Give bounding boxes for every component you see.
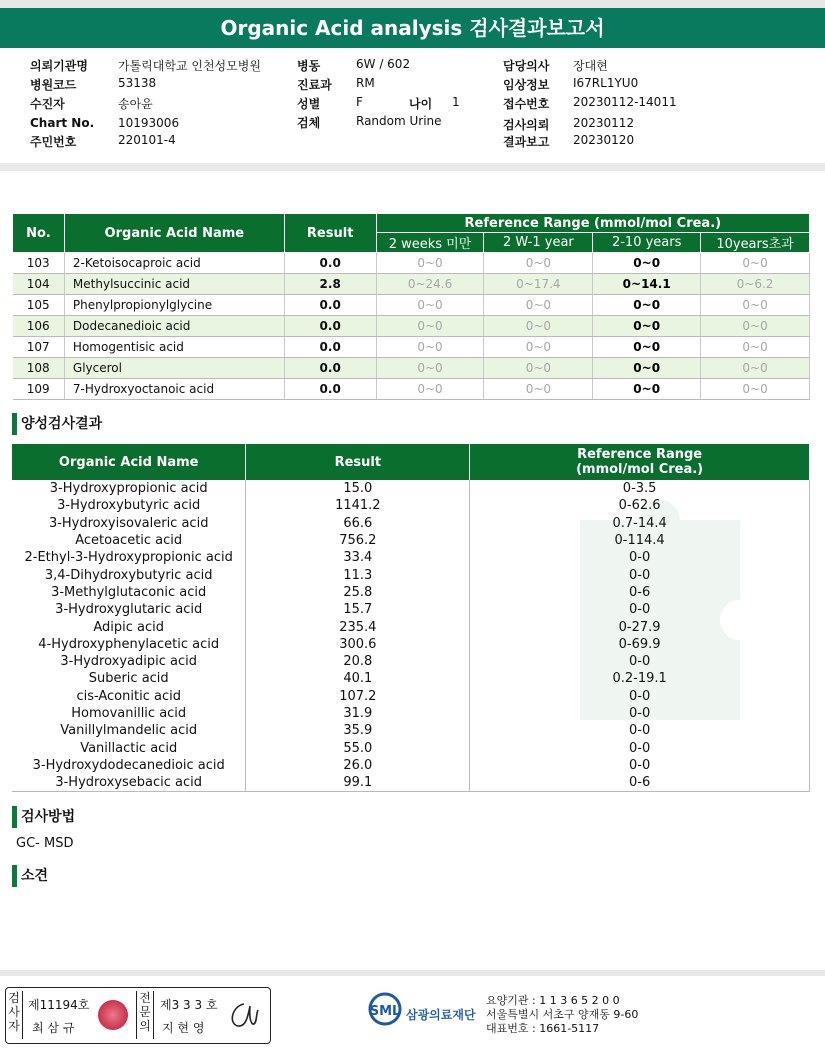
info-value: 20230112-14011 — [573, 95, 677, 109]
table-row — [12, 653, 810, 670]
info-label: 임상정보 — [503, 78, 550, 92]
seal-stamp — [98, 1000, 128, 1030]
specialist-label: 전 문 의 — [136, 991, 154, 1039]
table-row — [12, 584, 810, 601]
info-value: 220101-4 — [118, 133, 176, 147]
reference-range: 0~0 — [701, 358, 810, 379]
header-name: Organic Acid Name — [12, 444, 246, 480]
acid-name: Homogentisic acid — [64, 337, 284, 358]
row-no: 104 — [13, 274, 65, 295]
signature — [224, 998, 262, 1032]
acid-name: Vanillylmandelic acid — [12, 722, 246, 739]
reference-range-table — [12, 213, 810, 400]
table-row — [13, 316, 810, 337]
table-row — [13, 337, 810, 358]
reference-range: 0~0 — [376, 316, 484, 337]
reference-range: 0-0 — [470, 722, 810, 739]
reference-range: 0~0 — [593, 316, 701, 337]
table-row — [12, 757, 810, 774]
table-row — [12, 774, 810, 792]
footer — [0, 970, 825, 1051]
ref-line2: (mmol/mol Crea.) — [576, 462, 704, 477]
reference-range: 0~24.6 — [376, 274, 484, 295]
reference-range: 0-6 — [470, 774, 810, 792]
reference-range: 0~0 — [376, 337, 484, 358]
result-value: 33.4 — [246, 549, 470, 566]
signature-box — [5, 987, 271, 1044]
header-result: Result — [284, 214, 376, 253]
info-label: 주민번호 — [30, 135, 77, 149]
acid-name: 3-Hydroxyisovaleric acid — [12, 515, 246, 532]
info-value: F — [356, 95, 363, 109]
acid-name: 2-Ethyl-3-Hydroxypropionic acid — [12, 549, 246, 566]
reference-range: 0~0 — [484, 358, 593, 379]
reference-range: 0~0 — [484, 337, 593, 358]
examiner-name: 최 삼 규 — [32, 1021, 75, 1035]
reference-range: 0~0 — [701, 316, 810, 337]
acid-name: 7-Hydroxyoctanoic acid — [64, 379, 284, 400]
positive-section-title: 양성검사결과 — [12, 413, 102, 435]
header-age-group: 10years초과 — [701, 233, 810, 253]
header-age-group: 2 W-1 year — [484, 233, 593, 253]
acid-name: Acetoacetic acid — [12, 532, 246, 549]
reference-range: 0~17.4 — [484, 274, 593, 295]
acid-name: 3-Hydroxypropionic acid — [12, 480, 246, 497]
acid-name: Glycerol — [64, 358, 284, 379]
org-info — [486, 994, 638, 1036]
footer-divider — [0, 970, 825, 976]
acid-name: Phenylpropionylglycine — [64, 295, 284, 316]
acid-name: cis-Aconitic acid — [12, 688, 246, 705]
row-no: 109 — [13, 379, 65, 400]
age-value: 1 — [452, 95, 460, 109]
reference-range: 0.7-14.4 — [470, 515, 810, 532]
info-label: 수진자 — [30, 97, 65, 111]
info-value: 53138 — [118, 76, 157, 90]
info-value: 송아윤 — [118, 97, 153, 111]
info-label: 결과보고 — [503, 135, 550, 149]
reference-range: 0-0 — [470, 601, 810, 618]
reference-range: 0~0 — [484, 253, 593, 274]
info-value: Random Urine — [356, 114, 442, 128]
result-value: 0.0 — [284, 379, 376, 400]
report-title: Organic Acid analysis 검사결과보고서 — [0, 8, 825, 48]
table-row — [12, 688, 810, 705]
header-result: Result — [246, 444, 470, 480]
row-no: 107 — [13, 337, 65, 358]
reference-range: 0~14.1 — [593, 274, 701, 295]
result-value: 235.4 — [246, 618, 470, 635]
info-label: Chart No. — [30, 116, 95, 130]
row-no: 105 — [13, 295, 65, 316]
reference-range: 0-0 — [470, 549, 810, 566]
specialist-number: 제3 3 3 호 — [160, 998, 218, 1012]
acid-name: 3-Hydroxyglutaric acid — [12, 601, 246, 618]
reference-range: 0~0 — [701, 337, 810, 358]
reference-range: 0-0 — [470, 653, 810, 670]
row-no: 108 — [13, 358, 65, 379]
reference-range: 0-114.4 — [470, 532, 810, 549]
acid-name: 3-Hydroxydodecanedioic acid — [12, 757, 246, 774]
top-strip — [0, 0, 825, 8]
result-value: 756.2 — [246, 532, 470, 549]
table-row — [12, 532, 810, 549]
info-value: 가톨릭대학교 인천성모병원 — [118, 59, 261, 73]
table-row — [12, 636, 810, 653]
result-value: 0.0 — [284, 337, 376, 358]
table-row — [12, 670, 810, 687]
reference-range: 0-3.5 — [470, 480, 810, 497]
reference-range: 0~0 — [376, 379, 484, 400]
age-label: 나이 — [409, 97, 433, 111]
table-row — [12, 705, 810, 722]
reference-range: 0-0 — [470, 705, 810, 722]
reference-range: 0~0 — [701, 253, 810, 274]
result-value: 2.8 — [284, 274, 376, 295]
info-label: 검사의뢰 — [503, 118, 550, 132]
info-label: 성별 — [297, 97, 321, 111]
reference-range: 0-0 — [470, 688, 810, 705]
org-line3: 대표번호 : 1661-5117 — [486, 1022, 600, 1035]
org-line2: 서울특별시 서초구 양재동 9-60 — [486, 1008, 639, 1021]
reference-range: 0~0 — [484, 379, 593, 400]
header-age-group: 2 weeks 미만 — [376, 233, 484, 253]
result-value: 1141.2 — [246, 497, 470, 514]
reference-range: 0~0 — [593, 379, 701, 400]
info-label: 검체 — [297, 116, 321, 130]
result-value: 55.0 — [246, 739, 470, 756]
org-line1: 요양기관 : 1 1 3 6 5 2 0 0 — [486, 994, 620, 1007]
table-row — [12, 739, 810, 756]
result-value: 0.0 — [284, 295, 376, 316]
reference-range: 0-62.6 — [470, 497, 810, 514]
info-value: 6W / 602 — [356, 57, 411, 71]
result-value: 0.0 — [284, 253, 376, 274]
ref-line1: Reference Range — [577, 447, 703, 462]
reference-range: 0~0 — [484, 316, 593, 337]
acid-name: 4-Hydroxyphenylacetic acid — [12, 636, 246, 653]
result-value: 31.9 — [246, 705, 470, 722]
reference-range: 0~0 — [701, 295, 810, 316]
result-value: 66.6 — [246, 515, 470, 532]
reference-range: 0~0 — [376, 295, 484, 316]
reference-range: 0~0 — [593, 358, 701, 379]
table-row — [12, 722, 810, 739]
table-row — [12, 601, 810, 618]
row-no: 106 — [13, 316, 65, 337]
reference-range: 0-6 — [470, 584, 810, 601]
result-value: 15.0 — [246, 480, 470, 497]
acid-name: 3-Hydroxysebacic acid — [12, 774, 246, 792]
table-row — [13, 358, 810, 379]
table-row — [13, 379, 810, 400]
positive-results-table — [12, 444, 810, 792]
table-row — [12, 618, 810, 635]
specialist-name: 지 현 영 — [162, 1021, 205, 1035]
opinion-section-title: 소견 — [12, 865, 48, 887]
info-label: 의뢰기관명 — [30, 59, 88, 73]
table-row — [12, 566, 810, 583]
result-value: 20.8 — [246, 653, 470, 670]
reference-range: 0-0 — [470, 566, 810, 583]
row-no: 103 — [13, 253, 65, 274]
result-value: 0.0 — [284, 358, 376, 379]
table-row — [12, 480, 810, 497]
reference-range: 0~0 — [701, 379, 810, 400]
acid-name: Homovanillic acid — [12, 705, 246, 722]
examiner-label: 검 사 자 — [6, 991, 23, 1039]
acid-name: 3-Methylglutaconic acid — [12, 584, 246, 601]
info-label: 병원코드 — [30, 78, 77, 92]
reference-range: 0~0 — [593, 295, 701, 316]
info-value: 장대현 — [573, 59, 608, 73]
result-value: 40.1 — [246, 670, 470, 687]
header-name: Organic Acid Name — [64, 214, 284, 253]
info-label: 병동 — [297, 59, 321, 73]
header-ref-range: Reference Range (mmol/mol Crea.) — [376, 214, 809, 233]
method-value: GC- MSD — [16, 836, 74, 851]
sml-logo-icon — [366, 990, 404, 1030]
result-value: 107.2 — [246, 688, 470, 705]
method-section-title: 검사방법 — [12, 806, 75, 828]
table-row — [12, 497, 810, 514]
table-row — [13, 253, 810, 274]
reference-range: 0~0 — [484, 295, 593, 316]
header-age-group: 2-10 years — [593, 233, 701, 253]
logo-text: SML — [369, 1004, 401, 1019]
info-label: 담당의사 — [503, 59, 550, 73]
reference-range: 0-27.9 — [470, 618, 810, 635]
acid-name: 2-Ketoisocaproic acid — [64, 253, 284, 274]
info-label: 접수번호 — [503, 97, 550, 111]
reference-range: 0.2-19.1 — [470, 670, 810, 687]
acid-name: 3,4-Dihydroxybutyric acid — [12, 566, 246, 583]
result-value: 15.7 — [246, 601, 470, 618]
result-value: 99.1 — [246, 774, 470, 792]
acid-name: 3-Hydroxyadipic acid — [12, 653, 246, 670]
header-no: No. — [13, 214, 65, 253]
acid-name: Methylsuccinic acid — [64, 274, 284, 295]
info-value: RM — [356, 76, 375, 90]
result-value: 300.6 — [246, 636, 470, 653]
result-value: 0.0 — [284, 316, 376, 337]
reference-range: 0~0 — [593, 253, 701, 274]
info-label: 진료과 — [297, 78, 332, 92]
reference-range: 0-0 — [470, 757, 810, 774]
reference-range: 0-69.9 — [470, 636, 810, 653]
table-row — [12, 549, 810, 566]
header-ref-range — [470, 444, 810, 480]
org-name: 삼광의료재단 — [406, 1008, 476, 1022]
table-row — [12, 515, 810, 532]
acid-name: Adipic acid — [12, 618, 246, 635]
reference-range: 0~0 — [376, 253, 484, 274]
result-value: 25.8 — [246, 584, 470, 601]
acid-name: Suberic acid — [12, 670, 246, 687]
reference-range: 0~6.2 — [701, 274, 810, 295]
result-value: 11.3 — [246, 566, 470, 583]
reference-range: 0~0 — [593, 337, 701, 358]
section-divider — [0, 163, 825, 171]
table-row — [13, 295, 810, 316]
reference-range: 0~0 — [376, 358, 484, 379]
result-value: 35.9 — [246, 722, 470, 739]
examiner-number: 제11194호 — [28, 998, 90, 1012]
reference-range: 0-0 — [470, 739, 810, 756]
table-row — [13, 274, 810, 295]
acid-name: Dodecanedioic acid — [64, 316, 284, 337]
info-value: 20230112 — [573, 116, 635, 130]
info-value: 10193006 — [118, 116, 180, 130]
info-value: 20230120 — [573, 133, 635, 147]
result-value: 26.0 — [246, 757, 470, 774]
acid-name: 3-Hydroxybutyric acid — [12, 497, 246, 514]
info-value: I67RL1YU0 — [573, 76, 639, 90]
acid-name: Vanillactic acid — [12, 739, 246, 756]
